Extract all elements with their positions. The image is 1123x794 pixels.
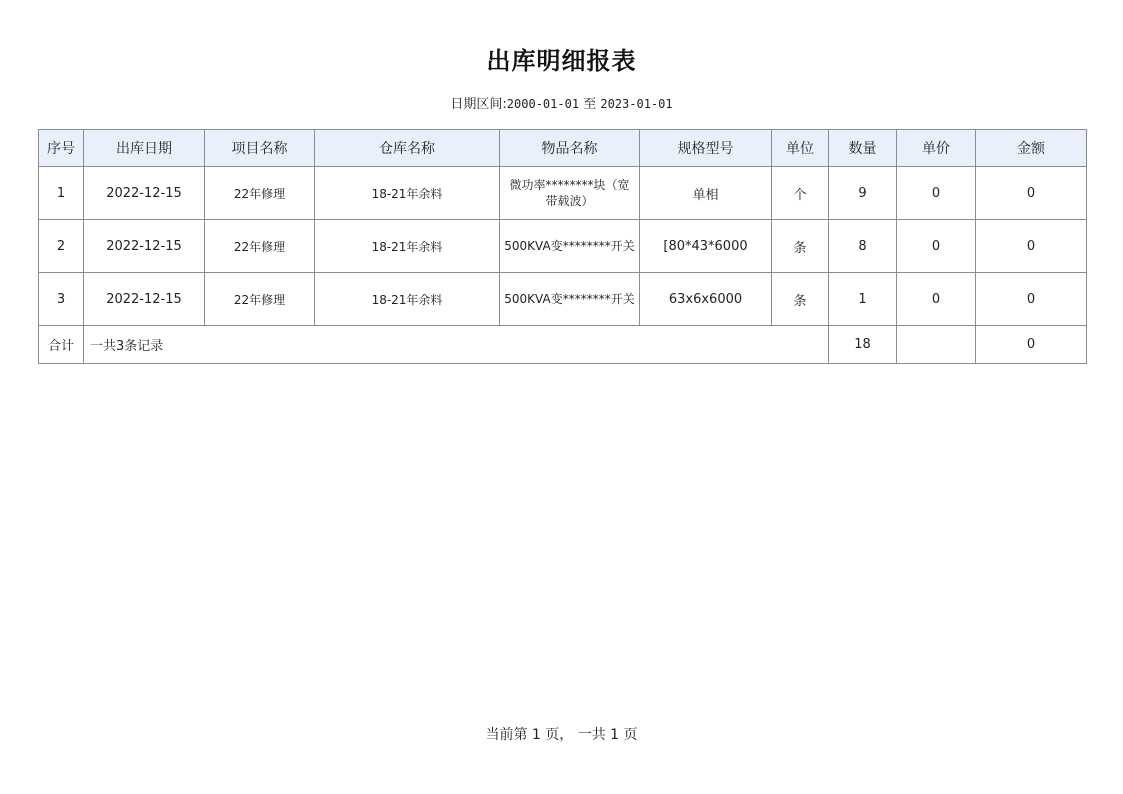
cell-project: 22年修理 [205,220,315,273]
column-header-spec: 规格型号 [640,130,772,167]
table-row [39,220,1087,273]
table-header-row [39,130,1087,167]
cell-spec: [80*43*6000 [640,220,772,273]
cell-amount: 0 [976,273,1087,326]
cell-quantity: 1 [829,273,897,326]
cell-item: 500KVA变********开关 [500,273,640,326]
cell-unit-price: 0 [897,273,976,326]
cell-quantity: 9 [829,167,897,220]
date-end: 2023-01-01 [600,97,673,111]
cell-project: 22年修理 [205,167,315,220]
cell-item: 500KVA变********开关 [500,220,640,273]
column-header-item: 物品名称 [500,130,640,167]
table-row [39,167,1087,220]
total-amount: 0 [976,326,1087,364]
column-header-warehouse: 仓库名称 [315,130,500,167]
table-row [39,273,1087,326]
cell-date: 2022-12-15 [84,167,205,220]
cell-unit: 条 [772,273,829,326]
cell-index: 2 [39,220,84,273]
date-separator: 至 [583,97,597,112]
cell-unit: 个 [772,167,829,220]
outbound-detail-table [38,129,1087,364]
cell-unit: 条 [772,220,829,273]
total-label: 合计 [39,326,84,364]
report-title: 出库明细报表 [486,46,637,75]
cell-date: 2022-12-15 [84,220,205,273]
column-header-amount: 金额 [976,130,1087,167]
cell-amount: 0 [976,167,1087,220]
total-unit-price [897,326,976,364]
cell-unit-price: 0 [897,220,976,273]
date-range [0,93,1123,112]
cell-index: 1 [39,167,84,220]
column-header-project: 项目名称 [205,130,315,167]
column-header-date: 出库日期 [84,130,205,167]
date-start: 2000-01-01 [506,97,580,111]
cell-quantity: 8 [829,220,897,273]
cell-spec: 单相 [640,167,772,220]
cell-unit-price: 0 [897,167,976,220]
table-total-row [39,326,1087,364]
column-header-unit: 单位 [772,130,829,167]
cell-spec: 63x6x6000 [640,273,772,326]
column-header-unit-price: 单价 [897,130,976,167]
cell-warehouse: 18-21年余料 [315,220,500,273]
date-range-label: 日期区间: [450,97,507,112]
cell-warehouse: 18-21年余料 [315,167,500,220]
cell-date: 2022-12-15 [84,273,205,326]
cell-index: 3 [39,273,84,326]
column-header-quantity: 数量 [829,130,897,167]
pagination-status: 当前第 1 页， 一共 1 页 [485,727,638,743]
cell-project: 22年修理 [205,273,315,326]
column-header-index: 序号 [39,130,84,167]
total-record-count: 一共3条记录 [84,326,829,364]
cell-amount: 0 [976,220,1087,273]
cell-warehouse: 18-21年余料 [315,273,500,326]
total-quantity: 18 [829,326,897,364]
cell-item: 微功率********块（宽带载波） [500,167,640,220]
